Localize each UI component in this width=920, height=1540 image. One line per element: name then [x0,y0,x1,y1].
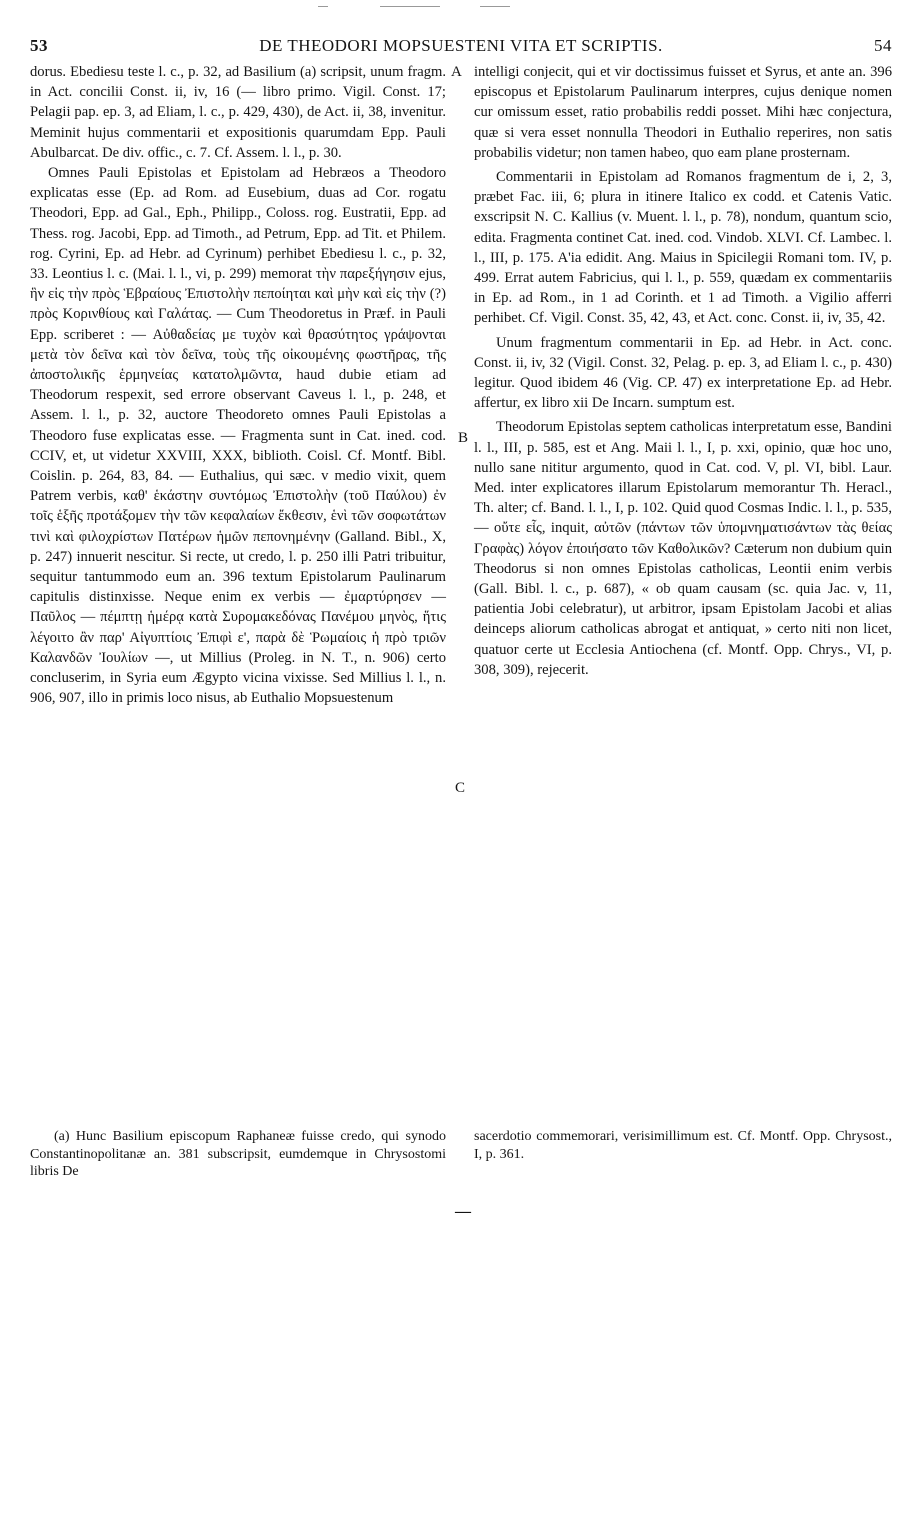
right-paragraph: Theodorum Epistolas septem catholicas interpretatum esse, Bandini l. l., III, p. 585, est et Ang. Maii l. l., I, p. xxi, opinio, quæ hoc uno, nullo sane nititur argumento, quod in Cat. cod. V, pl. VI, bibl. Laur. Med. inter explicatores illarum Epistolarum memorantur Th. Heracl., Th. alter; cf. Band. l. l., I, p. 102. Quid quod Cosmas Indic. l. l., p. 535, — οὔτε εἷς, inquit, αὐτῶν (πάντων τῶν ὑπομνηματισάντων τὰς θείας Γραφὰς) λόγον ἐποιήσατο τῶν Καθολικῶν? Cæterum non dubium quin Theodorus si non omnes Epistolas catholicas, Leontii enim verbis (Gall. Bibl. l. c., p. 687), « ob quam causam (sc. quia Jac. v, 11, patientia Jobi celebratur), ut arbitror, ipsam Epistolam Jacobi et alias deinceps aliorum catholicas abrogat et antiquat, » certo niti non licet, quatuor certe ut Ecclesia Antiochena (cf. Montf. Opp. Chrys., VI, p. 308, 309), rejecerit. [474,419,892,678]
page-title: DE THEODORI MOPSUESTENI VITA ET SCRIPTIS. [259,36,663,55]
footnote-text: sacerdotio commemorari, verisimillimum est. Cf. Montf. Opp. Chrysost., I, p. 361. [474,1129,892,1162]
page-number-right: 54 [874,36,892,55]
page-number-left: 53 [30,36,48,55]
end-mark: — [455,1203,471,1220]
right-paragraph: Commentarii in Epistolam ad Romanos fragmentum de i, 2, 3, præbet Fac. iii, 6; plura in itinere Italico ex codd. et Catenis Vatic. exscripsit N. C. Kallius (v. Muent. l. l., p. 78), nondum, quantum scio, edita. Fragmenta continet Cat. ined. cod. Vindob. XLVI. Cf. Lambec. l. l., III, p. 175. A'ia edidit. Ang. Maius in Spicilegii Romani tom. IV, p. 499. Errat autem Fabricius, qui l. l., p. 559, quædam ex commentariis in Ep. ad Rom., in 1 ad Corinth. et 1 ad Timoth. a Vigilio afferri perhibet. Cf. Vigil. Const. 35, 42, 43, et Act. conc. Const. ii, iv, 35, 42. [474,169,892,327]
scan-speck [480,6,510,7]
right-paragraph: Unum fragmentum commentarii in Ep. ad Hebr. in Act. conc. Const. ii, iv, 32 (Vigil. Const. 32, Pelag. p. ep. 3, ad Eliam l. c., p. 430) legitur. Quod ibidem 46 (Vig. CP. 47) ex interpretatione Ep. ad Hebr. affertur, ex libro xii De Incarn. sumptum est. [474,334,892,412]
margin-letter-a: A [451,64,462,80]
scan-speck [318,6,328,7]
footnote-right [474,1128,892,1163]
left-column [30,62,446,709]
left-paragraph: Omnes Pauli Epistolas et Epistolam ad Hebræos a Theodoro explicatas esse (Ep. ad Rom. ad Eusebium, duas ad Cor. rogatu Theodori, Epp. ad Gal., Eph., Philipp., Coloss. rog. Eustratii, Epp. ad Thess. rog. Jacobi, Epp. ad Timoth., ad Petrum, Epp. ad Tit. et Philem. rog. Cyrini, Ep. ad Hebr. ad Cyrinum) perhibet Ebediesu l. c., p. 32, 33. Leontius l. c. (Mai. l. l., vi, p. 299) memorat τὴν παρεξήγησιν ejus, ἣν εἰς τὴν πρὸς Ἑβραίους Ἐπιστολὴν πεποίηται καὶ μὴν καὶ εἰς τὴν (?) πρὸς Κορινθίους καὶ Γαλάτας. — Cum Theodoretus in Præf. in Pauli Epp. scriberet : — Αὐθαδείας με τυχὸν καὶ θρασύτητος γράψονται μετὰ τὸν δεῖνα καὶ τὸν δεῖνα, τοὺς τῆς οἰκουμένης φωστῆρας, τῆς ἀποστολικῆς ἑρμηνείας κατατολμῶντα, haud dubie etiam ad Theodorum respexit, sed errore observant Caveus l. l., p. 248, et Assem. l. l., p. 32, auctore Theodoreto omnes Pauli Epistolas a Theodoro fuse explicatas esse. — Fragmenta sunt in Cat. ined. cod. CCIV, et, ut videtur XXVIII, XXX, biblioth. Coisl. Cf. Montf. Bibl. Coislin. p. 264, 83, 84. — Euthalius, qui sæc. v medio vixit, quem Patrem verbis, καθ' ἑκάστην συντόμως Ἐπιστολὴν (τοῦ Παύλου) ἐν τοῖς ἑξῆς προτάξομεν τὴν τῶν κεφαλαίων ἔκθεσιν, ἑνὶ τῶν σοφωτάτων τινὶ καὶ φιλοχρίστων Πατέρων ἡμῶν πεπονημένην (Galland. Bibl., X, p. 247) innuerit nescitur. Si recte, ut credo, l. p. 250 illi Patri tribuitur, sequitur tantummodo eum an. 396 textum Epistolarum Paulinarum capitulis distinxisse. Neque enim ex verbis — ἐμαρτύρησεν — Παῦλος — πέμπτῃ ἡμέρᾳ κατὰ Συρομακεδόνας Πανέμου μηνὸς, ἥτις λέγοιτο ἂν παρ' Αἰγυπτίοις Ἐπιφὶ ε', παρὰ δὲ Ῥωμαίοις ἡ πρὸ τριῶν Καλανδῶν Ἰουλίων —, ut Millius (Proleg. in N. T., n. 906) certo concluserim, in Syria eum Ægypto vicina vixisse. Sed Millius l. l., n. 906, 907, illo in primis loco nisus, ab Euthalio Mopsuestenum [30,165,446,707]
margin-letter-b: B [458,430,469,446]
right-column [474,62,892,680]
right-paragraph: intelligi conjecit, qui et vir doctissimus fuisset et Syrus, et ante an. 396 episcopus et Epistolarum Paulinarum interpres, cujus denique nomen cur omissum esset, ratio probabilis reddi posset. Mihi hæc conjectura, quæ si vera esset nonnulla Theodori in Euthalio reperires, non satis probabilis videtur; non tamen habeo, quo eam plane prosternam. [474,64,892,161]
scan-speck [380,6,440,7]
footnote-left [30,1128,446,1181]
footnote-text: (a) Hunc Basilium episcopum Raphaneæ fuisse credo, qui synodo Constantinopolitanæ an. 381 subscripsit, eumdemque in Chrysostomi libris De [30,1129,446,1179]
running-header [30,36,892,58]
margin-letter-c: C [455,780,466,796]
left-paragraph: dorus. Ebediesu teste l. c., p. 32, ad Basilium (a) scripsit, unum fragm. in Act. concilii Const. ii, iv, 16 (— libro primo. Vigil. Const. 17; Pelagii pap. ep. 3, ad Eliam, l. c., p. 429, 430), de Act. ii, 38, invenitur. Meminit hujus commentarii et expositionis quarumdam Epp. Pauli Abulbarcat. De div. offic., c. 7. Cf. Assem. l. l., p. 30. [30,64,446,161]
